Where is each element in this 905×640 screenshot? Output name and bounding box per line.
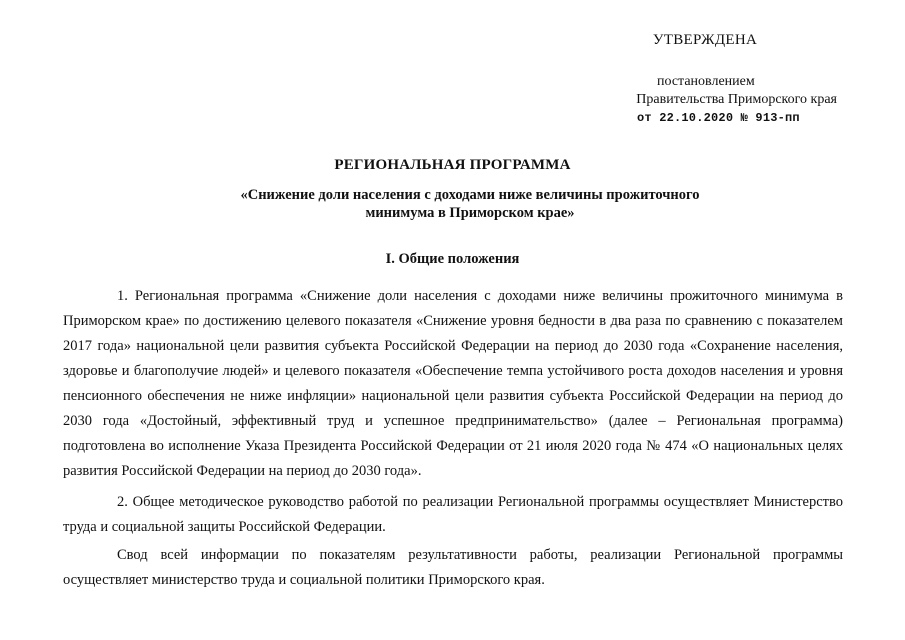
resolution-label: постановлением bbox=[657, 74, 755, 89]
paragraph-text: 1. Региональная программа «Снижение доли населения с доходами ниже величины прожиточного минимума в Приморском крае» по достижению целевого показателя «Снижение уровня бедности в два раза по сравнению с показателем 2017 года» национальной цели развития субъекта Российской Федерации на период до 2030 года «Сохранение населения, здоровье и благополучие людей» и целевого показателя «Обеспечение темпа устойчивого роста доходов населения и уровня пенсионного обеспечения не ниже инфляции» национальной цели развития субъекта Российской Федерации на период до 2030 года «Достойный, эффективный труд и успешное предпринимательство» (далее – Региональная программа) подготовлена во исполнение Указа Президента Российской Федерации от 21 июля 2020 года № 474 «О национальных целях развития Российской Федерации на период до 2030 года». bbox=[63, 288, 843, 479]
approval-block bbox=[575, 22, 835, 127]
paragraph-text: Свод всей информации по показателям результативности работы, реализации Региональной программы осуществляет министерство труда и социальной политики Приморского края. bbox=[63, 547, 843, 588]
resolution-date: от 22.10.2020 № 913-пп bbox=[637, 111, 800, 125]
paragraph-text: 2. Общее методическое руководство работой по реализации Региональной программы осуществляет Министерство труда и социальной защиты Российской Федерации. bbox=[63, 494, 843, 535]
approved-label: УТВЕРЖДЕНА bbox=[652, 32, 758, 48]
paragraph-1 bbox=[63, 284, 843, 484]
document-title: РЕГИОНАЛЬНАЯ ПРОГРАММА bbox=[334, 157, 571, 173]
section-heading: I. Общие положения bbox=[385, 251, 520, 267]
paragraph-3 bbox=[63, 543, 843, 593]
document-subtitle: «Снижение доли населения с доходами ниже величины прожиточного минимума в Приморском крае» bbox=[240, 187, 700, 221]
government-label: Правительства Приморского края bbox=[636, 92, 837, 107]
paragraph-2 bbox=[63, 490, 843, 540]
